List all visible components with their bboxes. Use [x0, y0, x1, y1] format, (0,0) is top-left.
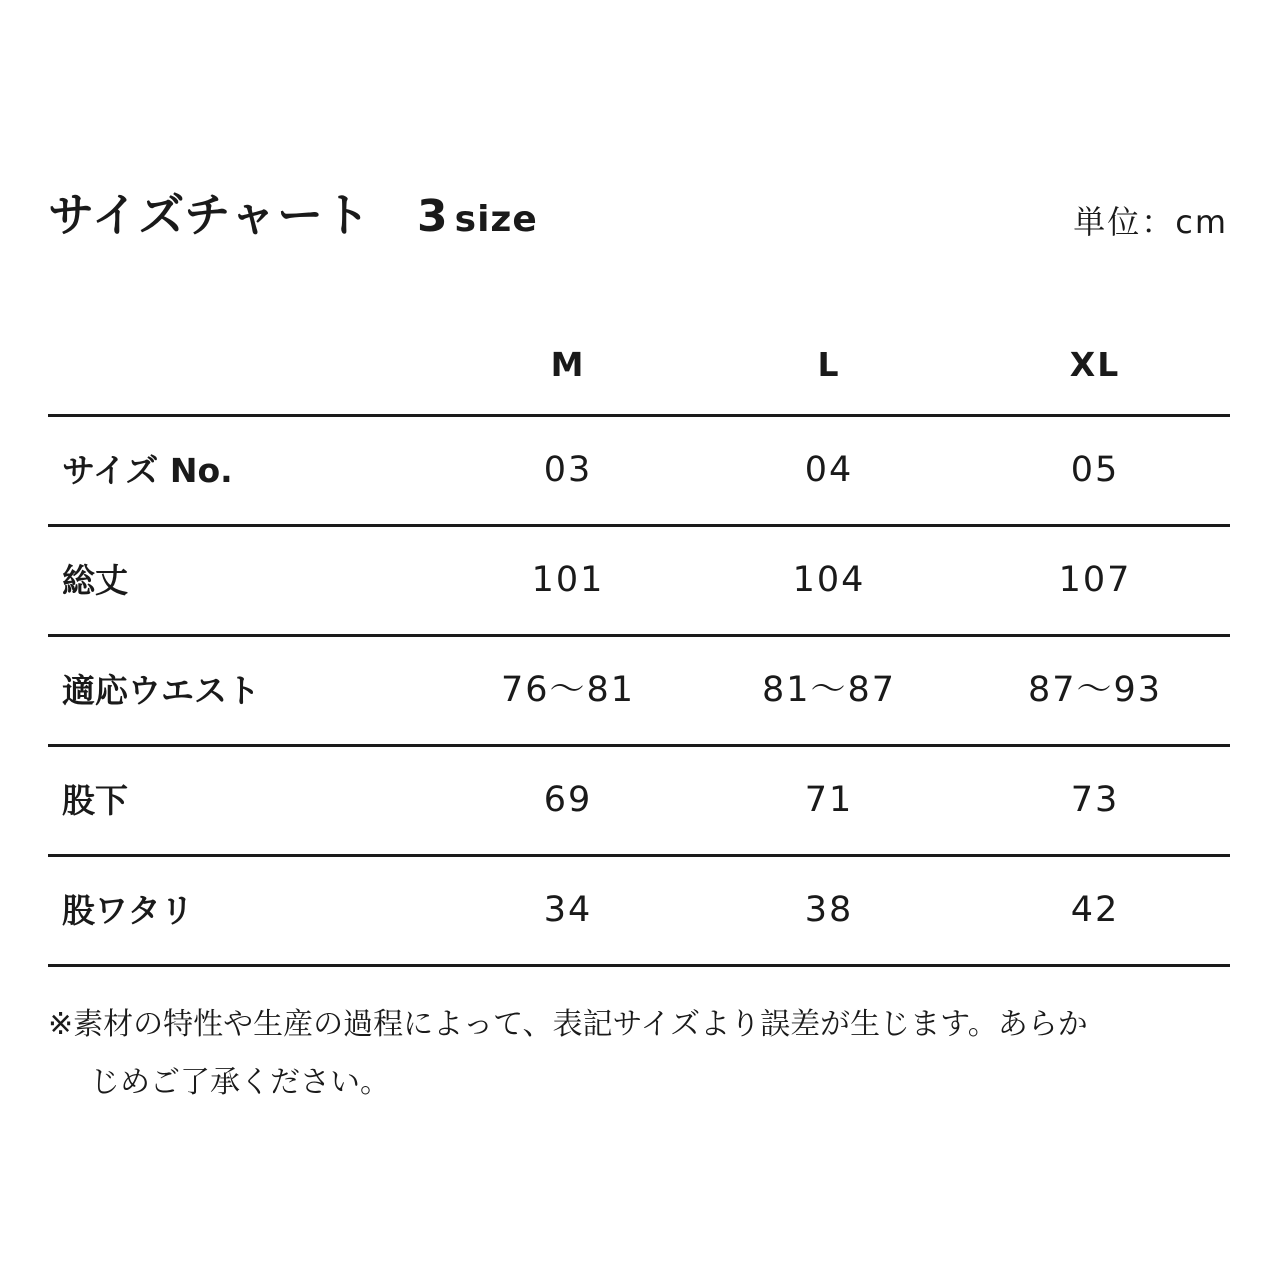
table-cell-xl: 42: [1070, 890, 1120, 930]
note-line-1: ※素材の特性や生産の過程によって、表記サイズより誤差が生じます。あらか: [48, 1007, 1088, 1042]
row-label: 適応ウエスト: [62, 671, 260, 710]
table-cell-l: 38: [804, 890, 854, 930]
disclaimer-note: [48, 996, 1248, 1112]
table-cell-m: 101: [531, 560, 605, 600]
note-line-2: じめご了承ください。: [90, 1065, 390, 1100]
row-label: 股下: [62, 781, 128, 820]
unit-label: 単位：cm: [1073, 203, 1228, 241]
row-label: 股ワタリ: [62, 891, 194, 930]
table-cell-xl: 107: [1058, 560, 1132, 600]
column-header-xl: XL: [1069, 345, 1121, 384]
row-label: 総丈: [62, 561, 128, 600]
table-cell-m: 03: [543, 450, 593, 490]
table-cell-l: 104: [792, 560, 866, 600]
table-cell-xl: 05: [1070, 450, 1120, 490]
table-cell-xl: 73: [1070, 780, 1120, 820]
table-cell-m: 69: [543, 780, 593, 820]
table-cell-m: 34: [543, 890, 593, 930]
size-table: [48, 414, 1230, 967]
table-cell-l: 04: [804, 450, 854, 490]
table-row-size-no: [48, 414, 1230, 524]
page-title: [48, 188, 538, 242]
size-column-header: [0, 343, 1280, 387]
size-count: 3: [417, 191, 449, 242]
table-cell-m: 76～81: [500, 670, 636, 710]
table-cell-l: 71: [804, 780, 854, 820]
row-label: サイズ No.: [62, 451, 233, 490]
table-row-thigh: [48, 854, 1230, 967]
table-cell-xl: 87～93: [1027, 670, 1163, 710]
table-row-waist: [48, 634, 1230, 744]
table-row-inseam: [48, 744, 1230, 854]
table-cell-l: 81～87: [761, 670, 897, 710]
column-header-m: M: [550, 345, 586, 384]
title-text: サイズチャート: [48, 188, 372, 242]
column-header-l: L: [817, 345, 841, 384]
table-row-total-length: [48, 524, 1230, 634]
size-word: size: [454, 199, 538, 240]
